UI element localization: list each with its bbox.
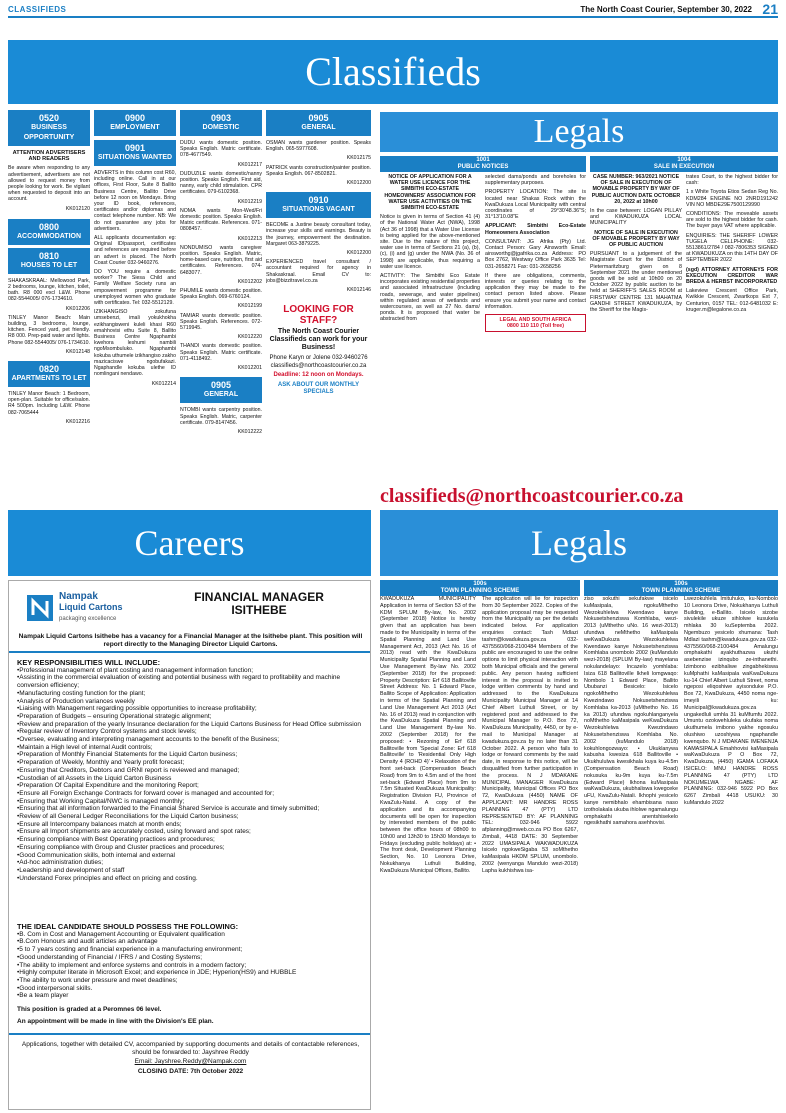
notice-column: KWADUKUZA MUNICIPALITY Application in terms of Section 53 of the KDM SPLUM By-law, No. 2002 (September 2018) Notice is hereby given that an application has been made to the Municipality in terms of the Spatial Planning and Land Use Management Act, 2013 (Act No. 16 of 2013) read with the KwaDukuza Municipality Spatial Planning and Land Use Management By-law No. 2002 (September 2018) for the proposed: Property Description: Erf 618 Ballitoville Street Address: No. 1 Edward Place, Ballito Scope of Application: Application in terms of the Spatial Planning and Land Use Management Act 2013 (Act No. 16 of 2013) read in conjunction with the KwaDukuza Spatial Planning and Land Use Management By-law No. 2002 (September 2018) for the proposed: • Rezoning of Erf 618 Ballitoville from 'Special Zone: Erf 618 Ballitoville' to 'Residential Only High Density 4 (ROHD 4)' • Relaxation of the front set-back (Compensation Beach Road) from 9m to 4.5m and of the front set-back (Edward Place) from 9m to 7.5m Situated KwaDukuza Municipality: Registration Division FU, Province of KwaZulu-Natal. A copy of the application and its accompanying documents will be open for inspection by interested members of the public between the office hours of 08h00 to 10h00 and 13h30 to 15h30 Mondays to Fridays (excluding public holidays) at: • The front desk, Development Planning Section, No. 10 Leonora Drive, Nokukhanya Luthuli Building, KwaDukuza Municipal Offices, Ballito. — [380, 596, 476, 874]
listing-text: TINLEY Manor Beach: 1 Bedroom, open-plan. Suitable for office/salon. R4 500pm. Including L&W. Phone 082-7065444 KK012216 — [8, 391, 90, 425]
listing-text: OSMAN wants gardener position. Speaks English. 065-5977608. KK012175 PATRICK wants construction/painter position. Speaks English. 067-8502821. KK012200 — [266, 140, 371, 187]
category-header: 0901 SITUATIONS WANTED — [94, 140, 176, 166]
notice-column: The application will lie for inspection from 30 September 2022. Copies of the application proposal may be requested from the Municipality as per the details indicated below. For application enquiries contact: Tash Mdlazi tashm@kwadukuza.gov.za 032-4375560/068-2100484 Members of the public are encouraged to use the online options to limit physical interaction with both Municipal officials and the general public. Any person having sufficient interest in the proposal is invited to lodge written comments by hand and addressed to the KwaDukuza Municipality Municipal Manager at 14 Chief Albert Luthuli Street, or by registered post and addressed to the Municipal Manager to P.O. Box 72, KwaDukuza Municipality, 4450, or by e-mail to Municipal Manager at kwadukuza.gov.za by no later than 31 October 2022. A person who fails to lodge or forward comments by the said date, in response to this notice, will be disqualified from further participation in the process. N J MDAKANE MUNICIPAL MANAGER KwaDukuza Municipality, Municipal Offices PO Box 72, KwaDukuza (4450) NAME OF APPLICANT: MR HANDRE ROSS PLANNING 47 (PTY) LTD REPRESENTED BY: AF PLANNING TEL: 032-946 5922 afplanning@mweb.co.za PO Box 6267, Zimbali, 4418 DATE: 30 September 2022 UMASIPALA WAKWADUKUZA Isicelo ngokweSigaba 53 soMthetho kaMasipala HKDM SPLUM, unombolo. 2002 (wenyanga Mandulo wezi-2018) Lapha kukhishwa isa- — [482, 596, 578, 874]
responsibility-item: • Regular review of Inventory Control systems and stock levels; — [17, 728, 364, 736]
sale-in-execution — [590, 156, 778, 480]
job-advert — [8, 580, 371, 1110]
classified-column-1 — [8, 110, 90, 485]
application-details: Applications, together with detailed CV, accompanied by supporting documents and details of contactable references, should be forwarded to: Jayshree Reddy Email: Jayshree.Reddy@Nampak.com CLOSING DATE: 7th October 2022 — [17, 1041, 364, 1076]
responsibility-item: • Analysis of Production variances weekly — [17, 698, 364, 706]
responsibility-item: • Preparation Of Capital Expenditure and the monitoring Report; — [17, 782, 364, 790]
notice-category-header: 1004 SALE IN EXECUTION — [590, 156, 778, 172]
responsibility-item: • Preparation of Budgets – ensuring Operational strategic alignment; — [17, 713, 364, 721]
listing-text: NTOMBI wants carpentry position. Speaks English. Matric, carpenter certificate. 079-8147456. KK012222 — [180, 407, 262, 435]
responsibility-item: • Maintain a High level of internal Audit controls; — [17, 744, 364, 752]
category-header: 0910 SITUATIONS VACANT — [266, 192, 371, 218]
responsibility-item: • Ensuring that all information forwarded to the Financial Shared Service is accurate and timely submitted; — [17, 805, 364, 813]
divider — [9, 651, 370, 653]
category-header: 0800 ACCOMMODATION — [8, 219, 90, 245]
staff-promo: LOOKING FOR STAFF? The North Coast Courier Classifieds can work for your Business! Phone Karyn or Jolene 032-9460276 classifieds@northcoastcourier.co.za Deadline: 12 noon on Mondays. ASK ABOUT OUR MONTHLY SPECIALS — [269, 304, 368, 396]
requirement-item: • B.Com Honours and audit articles an advantage — [17, 938, 364, 946]
divider — [9, 1033, 370, 1035]
responsibility-item: • Professional management of plant costing and management information function; — [17, 667, 364, 675]
requirement-item: • The ability to implement and enforce systems and controls in a modern factory; — [17, 962, 364, 970]
requirement-item: • Highly computer literate in Microsoft Excel; and experience in JDE; Hyperion(HS9) and HUBBLE — [17, 969, 364, 977]
requirement-item: • 5 to 7 years costing and financial experience in a manufacturing environment; — [17, 946, 364, 954]
responsibility-item: • Assisting in the commercial evaluation of existing and potential business with regard to profitability and machine conversion efficiency; — [17, 674, 364, 689]
responsibility-item: • Ensure all Foreign Exchange Contracts for forward cover is managed and accounted for; — [17, 790, 364, 798]
responsibility-item: • Preparation of Weekly, Monthly and Yearly profit forecast; — [17, 759, 364, 767]
category-header: 0520 BUSINESS OPPORTUNITY — [8, 110, 90, 146]
responsibility-item: • Ensure all Import shipments are accurately costed, using forward and spot rates; — [17, 828, 364, 836]
job-intro: Nampak Liquid Cartons Isithebe has a vacancy for a Financial Manager at the Isithebe plant. This position will report directly to the Managing Director Liquid Cartons. — [18, 633, 363, 648]
notice-text: ATTENTION ADVERTISERS AND READERS Be aware when responding to any advertisement, advertisers are not allowed to request money from people looking for work. Be vigilant when requested to deposit into an account. KK012120 — [8, 150, 90, 212]
listing-text: SHAKASKRAAL: Mellowood Park, 2 bedrooms, lounge, kitchen, toilet, bath. R8 000 excl L&W. Phone 082-5544005/ 076-1734610. KK012206 TINLEY Manor Beach: Main building, 3 bedrooms, lounge, kitchen. Fenced yard, pet friendly. R8 000. Prep-paid water and lights. Phone 082-5544005/ 076-1734610. KK012148 — [8, 277, 90, 355]
public-notices — [380, 156, 586, 480]
category-header: 0905 GENERAL — [180, 377, 262, 403]
page-header — [8, 1, 778, 18]
responsibility-item: • Manufacturing costing function for the plant; — [17, 690, 364, 698]
responsibility-item: • Ensuring compliance with Best Operating practices and procedures; — [17, 836, 364, 844]
responsibilities: KEY RESPONSIBILITIES WILL INCLUDE: • Professional management of plant costing and management information function; • Assisting in the commercial evaluation of existing and potential business with regard to profitability and machine conversion efficiency; • Manufacturing costing function for the plant; • Analysis of Production variances weekly • Liaising with Management regarding possible opportunities to increase profitability; • Preparation of Budgets – ensuring Operational strategic alignment; • Review and preparation of the yearly Insurance declaration for the Liquid Cartons Business for Head Office submission • Regular review of Inventory Control systems and stock levels; • Oversee, evaluating and interpreting management accounts to the benefit of the Business; • Maintain a High level of internal Audit controls; • Preparation of Monthly Financial Statements for the Liquid Carton business; • Preparation of Weekly, Monthly and Yearly profit forecast; • Ensuring that Creditors, Debtors and GRNI report is reviewed and managed; • Custodian of all Assets in the Liquid Carton Business • Preparation Of Capital Expenditure and the monitoring Report; • Ensure all Foreign Exchange Contracts for forward cover is managed and accounted for; • Ensuring that Working Capital/NWC is managed monthly; • Ensuring that all information forwarded to the Financial Shared Service is accurate and timely submitted; • Review of all General Ledger Reconciliations for the Liquid Carton business; • Ensure all Intercompany balances match at month ends; • Ensure all Import shipments are accurately costed, using forward and spot rates; • Ensuring compliance with Best Operating practices and procedures; • Ensuring compliance with Group and Cluster practices and procedures; • Good Communication skills, both internal and external • Ad-hoc administration duties; • Leadership and development of staff • Understand Forex principles and effect on pricing and costing. — [17, 659, 364, 882]
responsibility-item: • Preparation of Monthly Financial Statements for the Liquid Carton business; — [17, 751, 364, 759]
requirement-item: • The ability to work under pressure and meet deadlines; — [17, 977, 364, 985]
category-header: 0820 APARTMENTS TO LET — [8, 361, 90, 387]
classifieds-banner: Classifieds — [8, 40, 778, 104]
responsibility-item: • Custodian of all Assets in the Liquid Carton Business — [17, 775, 364, 783]
responsibility-item: • Oversee, evaluating and interpreting management accounts to the benefit of the Business; — [17, 736, 364, 744]
section-label: CLASSIFIEDS — [8, 5, 67, 14]
notice-column: CASE NUMBER: 963/2021 NOTICE OF SALE IN EXECUTION OF MOVABLE PROPERTY BY WAY OF PUBLIC AUCTION DATE OCTOBER 20, 2022 at 10h00 In the case between: LOGAN PILLAY and KWADUKUZA LOCAL MUNICIPALITY NOTICE OF SALE IN EXECUTION OF MOVABLE PROPERTY BY WAY OF PUBLIC AUCTION PURSUANT to a judgement of the Magistrate Court for the District of Pietermaritzburg given on 8 September 2021 the under mentioned goods will be sold at 10h00 on 20 October 2022 by public auction to be held at SHERIFF'S SALES ROOM at FIRSTWAY CENTRE 131 MAHATMA GANDHI STREET KWADUKUZA, by the Sheriff for the Magis- — [590, 174, 682, 314]
listing-text: DUDU wants domestic position. Speaks English. Matric certificate. 078-4677549. KK012217 DUDUZILE wants domestic/nanny position. Speaks English. First aid, nanny, early child stimulation. CPR certificates. 079-6102368. KK012219 NOMA wants Mon-Wed/Fri domestic position. Speaks English. Matric certificate. References. 071-0808457. KK012213 NONDUMISO wants caregiver position. Speaks English. Matric, home-based care, nutrition, first aid certificates. References. 074-6483077. KK012202 PHUMILE wants domestic position. Speaks English. 069-6760124. KK012199 TAMIAR wants domestic position. Speaks English. References. 072-5719945. KK012220 THANDI wants domestic position. Speaks English. Matric certificate. 071-4118492. KK012201 — [180, 140, 262, 372]
legal-ad-box: LEGAL AND SOUTH AFRICA 0800 110 110 (Toll free) — [485, 314, 586, 332]
listing-text: ADVERTS in this column cost R60, including online. Call in at our offices, First Floor, Suite 8 Ballito Business Centre, Ballito Drive before 12 noon on Mondays. Bring your ID book, references, certificates and/or diplomas and contact telephone number. NB: We do not guarantee any jobs for advertisers. ALL applicants documentation eg: Original ID/passport, certificates and references are required before an advert is placed. The North Coast Courier 032-9460276. DO YOU require a domestic worker? The Siesa Child and Family Welfare Society runs an empowerment programme for unemployed women who graduate with certificates. Tel: 032-5512129. IZIKHANGISO zokufuna umsebenzi, imali yokukhokha ezikhangisweni kuleli khasi R60 emahhovisi ethu Suite 8, Ballito Business Centre Ngaphambi kwehora leshumi nambili ngoMsombuluko. Ngaphambi kokuba uthumele izikhangiso zakho mazicaciswe ngobufakazi. Ngaphandle kokuba ulethe ID nomlingani nendawo. KK012214 — [94, 170, 176, 387]
paper-dateline: The North Coast Courier, September 30, 2022 — [580, 5, 752, 14]
classified-column-4 — [266, 110, 371, 485]
responsibility-item: • Ensure all Intercompany balances match at month ends; — [17, 821, 364, 829]
responsibility-item: • Ad-hoc administration duties; — [17, 859, 364, 867]
notice-column: trates Court, to the highest bidder for cash: 1 x White Toyota Etios Sedan Reg No. KDM284 ENGINE NO 2NRD191242 VIN NO MBDE29E7500129990 CONDITIONS: The moveable assets are sold to the highest bidder for cash. The buyer pays VAT where applicable. ENQUIRIES: THE SHERIFF LOWER TUGELA CELLPHONE: 032-5513861/2784 / 082-7806353 SIGNED at KWADUKUZA on this 14TH DAY OF SEPTEMBER 2022 (sgd) ATTORNEY ATTORNEYS FOR EXECUTION CREDITOR WAR BREDA & HERBST INCORPORATED Lakeview Crescent Office Park, Kwikkie Crescent, Zwartkops Ext 7, Centurion, 0157 TEL: 012-6481032 E: kruger.m@legalone.co.za — [686, 174, 778, 313]
requirement-item: • Good understanding of Financial / IFRS / and Costing Systems; — [17, 954, 364, 962]
category-header: 0900 EMPLOYMENT — [94, 110, 176, 136]
town-planning-2 — [584, 580, 778, 1110]
notice-column: ziso sokuthi sekufakwe isicelo kuMasipala, ngokuMthetho Wezokuhlelwa Kwendawo kanye Nokusetshenziswa Komhlaba, wezi-2013 (uMthetho uNo. 16 wezi-2013) ufundwa neMthetho kaMasipala weKwaDukuza Wezokuhlelwa Kwendawo kanye Nokusetshenziswa Komhlaba unombolo 2002 (kuMandulo wezi-2018) (SPLUM By-law) mayelana nokulandelayo: Incazelo yomhlaba: Isiza 618 Ballitoville Ikheli lomgwaqo: Nombolo 1 Edward Place, Ballito Ububanzi Besicelo: Isicelo ngokoMthetho Wezokuhlelwa Kwezindawo Nokusetshenziswa Komhlaba ka-2013 (uMthetho No. 16 ka 2013) ufundwa ngokuhlanganyela noMthetho kaMasipala weKwaDukuza Wezokuhlelwa Kwezindawo Nokusetshenziswa Komhlaba No. 2002 (kuMandulo 2018) kokuhlongozwayo: • Ukuklanywa kabusha kwesiza 618 Ballitoville • Ukukhululwa kwesikhala kuya ku-4.5m (Compensation Beach Road) nokusuka ku-9m kuya ku-7.5m (Edward Place) Ikhona kuMasipala waKwaDukuza, ukubhaliswa kwegceke uFU, KwaZulu-Natali. Ikhophi yesicelo kanye nemibhalo ehambisana naso izotholakala ukuba ihlolwe ngamalungu omphakathi anentshisekelo ngesikhathi samahora asehhovisi. — [584, 596, 678, 827]
nampak-logo: Nampak Liquid Cartons packaging excellence — [25, 589, 135, 629]
legals-banner: Legals — [380, 510, 778, 576]
apply-email[interactable]: Email: Jayshree.Reddy@Nampak.com — [134, 1058, 247, 1066]
notice-column: selected dams/ponds and boreholes for supplementary purposes. PROPERTY LOCATION: The site is located near Shakas Rock within the KwaDukuza Local Municipality with central coordinates of 29°30'48.36"S; 31°13'10.08"E APPLICANT: Simbithi Eco-Estate Homeowners Association CONSULTANT: JG Afrika (Pty) Ltd. Contact Person: Gary Ainsworth Email: ainsworthg@jgafrika.co.za Address: PO Box 2762, Westway Office Park 3635 Tel: 031-2658271 Fax: 031-2658256 If there are obligations, comments, interests or queries relating to the application they may be made to the contact person listed above. Please ensure you submit your name and contact information. LEGAL AND SOUTH AFRICA 0800 110 110 (Toll free) — [485, 174, 586, 480]
job-title: FINANCIAL MANAGER ISITHEBE — [194, 590, 324, 617]
classified-column-3 — [180, 110, 262, 485]
category-header: 0810 HOUSES TO LET — [8, 248, 90, 274]
notice-category-header: 100s TOWN PLANNING SCHEME — [584, 580, 778, 596]
notice-category-header: 100s TOWN PLANNING SCHEME — [380, 580, 580, 596]
classified-column-2 — [94, 110, 176, 485]
responsibility-item: • Ensuring that Working Capital/NWC is managed monthly; — [17, 798, 364, 806]
classifieds-email[interactable]: classifieds@northcoastcourier.co.za — [380, 485, 684, 507]
town-planning-1 — [380, 580, 580, 1110]
careers-banner: Careers — [8, 510, 371, 576]
category-header: 0905 GENERAL — [266, 110, 371, 136]
requirement-item: • Be a team player — [17, 992, 364, 1000]
nampak-logo-icon — [25, 593, 55, 623]
notice-column: NOTICE OF APPLICATION FOR A WATER USE LICENCE FOR THE SIMBITHI ECO-ESTATE HOMEOWNERS' ASSOCIATION FOR WATER USE ACTIVITIES ON THE SIMBITHI ECO-ESTATE Notice is given in terms of Section 41 (4) of the National Water Act (NWA), 1998 (Act 36 of 1998) that a Water Use License is being applied for the above-mentioned site. Due to the nature of this project, water use in terms of Sections 21 (a), (b), (c), (i) and (g) under the NWA (No. 36 of 1998) are applicable, thus requiring a water use licence. ACTIVITY: The Simbithi Eco Estate incorporates existing residential properties and associated infrastructure (including roads, sewerage, and water pipelines) within regulated areas of wetlands and watercourses, as well as 27 No. dams/ ponds. It is proposed that water be abstracted from — [380, 174, 480, 323]
responsibility-item: • Liaising with Management regarding possible opportunities to increase profitability; — [17, 705, 364, 713]
job-notes: This position is graded at a Peromnes 06 level. An appointment will be made in line with the Division's EE plan. — [17, 1006, 214, 1025]
responsibility-item: • Review of all General Ledger Reconciliations for the Liquid Carton business; — [17, 813, 364, 821]
page-number: 21 — [762, 1, 778, 17]
legals-header: Legals — [380, 112, 778, 152]
listing-text: BECOME a Justine beauty consultant today, increase your skills and earnings. Beauty is the journey, empowerment the destination. Margaret 063-3879225. KK012200 EXPERIENCED travel consultant / accountant required for agency in Shakaskraal. Email CV to: jobs@bizzitravel.co.za KK012146 — [266, 222, 371, 294]
responsibility-item: • Good Communication skills, both internal and external — [17, 852, 364, 860]
notice-category-header: 1001 PUBLIC NOTICES — [380, 156, 586, 172]
responsibility-item: • Ensuring compliance with Group and Cluster practices and procedures; — [17, 844, 364, 852]
responsibility-item: • Review and preparation of the yearly Insurance declaration for the Liquid Cartons Business for Head Office submission — [17, 721, 364, 729]
category-header: 0903 DOMESTIC — [180, 110, 262, 136]
requirement-item: • B. Com in Cost and Management Accounting or Equivalent qualification — [17, 931, 364, 939]
notice-column: Lwezokuhlela Imituhuko, ku-Nombolo 10 Leonora Drive, Nokukhanya Luthuli Building, e-Ballito. Isicelo sizobe sivulekile ukuze sihlolwe kusukela mhlaka 30 kuSeptemba 2022. Ngembuzo yesicelo xhumana: Tash Mdlazi tashm@kwadukuza.gov.za 032-4375560/068-2100484 Amalungu omphakathi ayakhuthazwa ukuthi asebenzise izinqubo ze-inthanethi. Izimbono ezibhaliwe zingabhekiswa kuMphathi kaMasipala waKwaDukuza ku-14 Chief Albert Luthuli Street, noma ngeposi eliqoshiwe ayisonduke P.O. Box 72, KwaDukuza, 4450 noma nge-imeyili ku: Municipal@kwadukuza.gov.za ungakedluli umhla 31 kuMfumfu 2022. Umuntu ozokwehluleka ukufaka noma ukuthumela imibono yakhe ngosuku olushiwo uzoshiywa ngaphandle kwenqubo. N J MDAKANE IMENENJA KAMASIPALA Emahhovisi kaMasipala waKwaDukuza P O Box 72, KwaDukuza, (4450) IGAMA LOFAKA ISICELO: MNU HANDRE ROSS PLANNING 47 (PTY) LTD NOKUMELWA NGABE: AF PLANNING: 032-946 5922 PO Box 6267 Zimbali 4418 USUKU: 30 kuMandulo 2022 — [684, 596, 778, 806]
responsibility-item: • Ensuring that Creditors, Debtors and GRNI report is reviewed and managed; — [17, 767, 364, 775]
responsibility-item: • Leadership and development of staff — [17, 867, 364, 875]
responsibility-item: • Understand Forex principles and effect on pricing and costing. — [17, 875, 364, 883]
requirements: THE IDEAL CANDIDATE SHOULD POSSESS THE FOLLOWING: • B. Com in Cost and Management Accounting or Equivalent qualification • B.Com Honours and audit articles an advantage • 5 to 7 years costing and financial experience in a manufacturing environment; • Good understanding of Financial / IFRS / and Costing Systems; • The ability to implement and enforce systems and controls in a modern factory; • Highly computer literate in Microsoft Excel; and experience in JDE; Hyperion(HS9) and HUBBLE • The ability to work under pressure and meet deadlines; • Good interpersonal skills. • Be a team player — [17, 923, 364, 1000]
requirement-item: • Good interpersonal skills. — [17, 985, 364, 993]
